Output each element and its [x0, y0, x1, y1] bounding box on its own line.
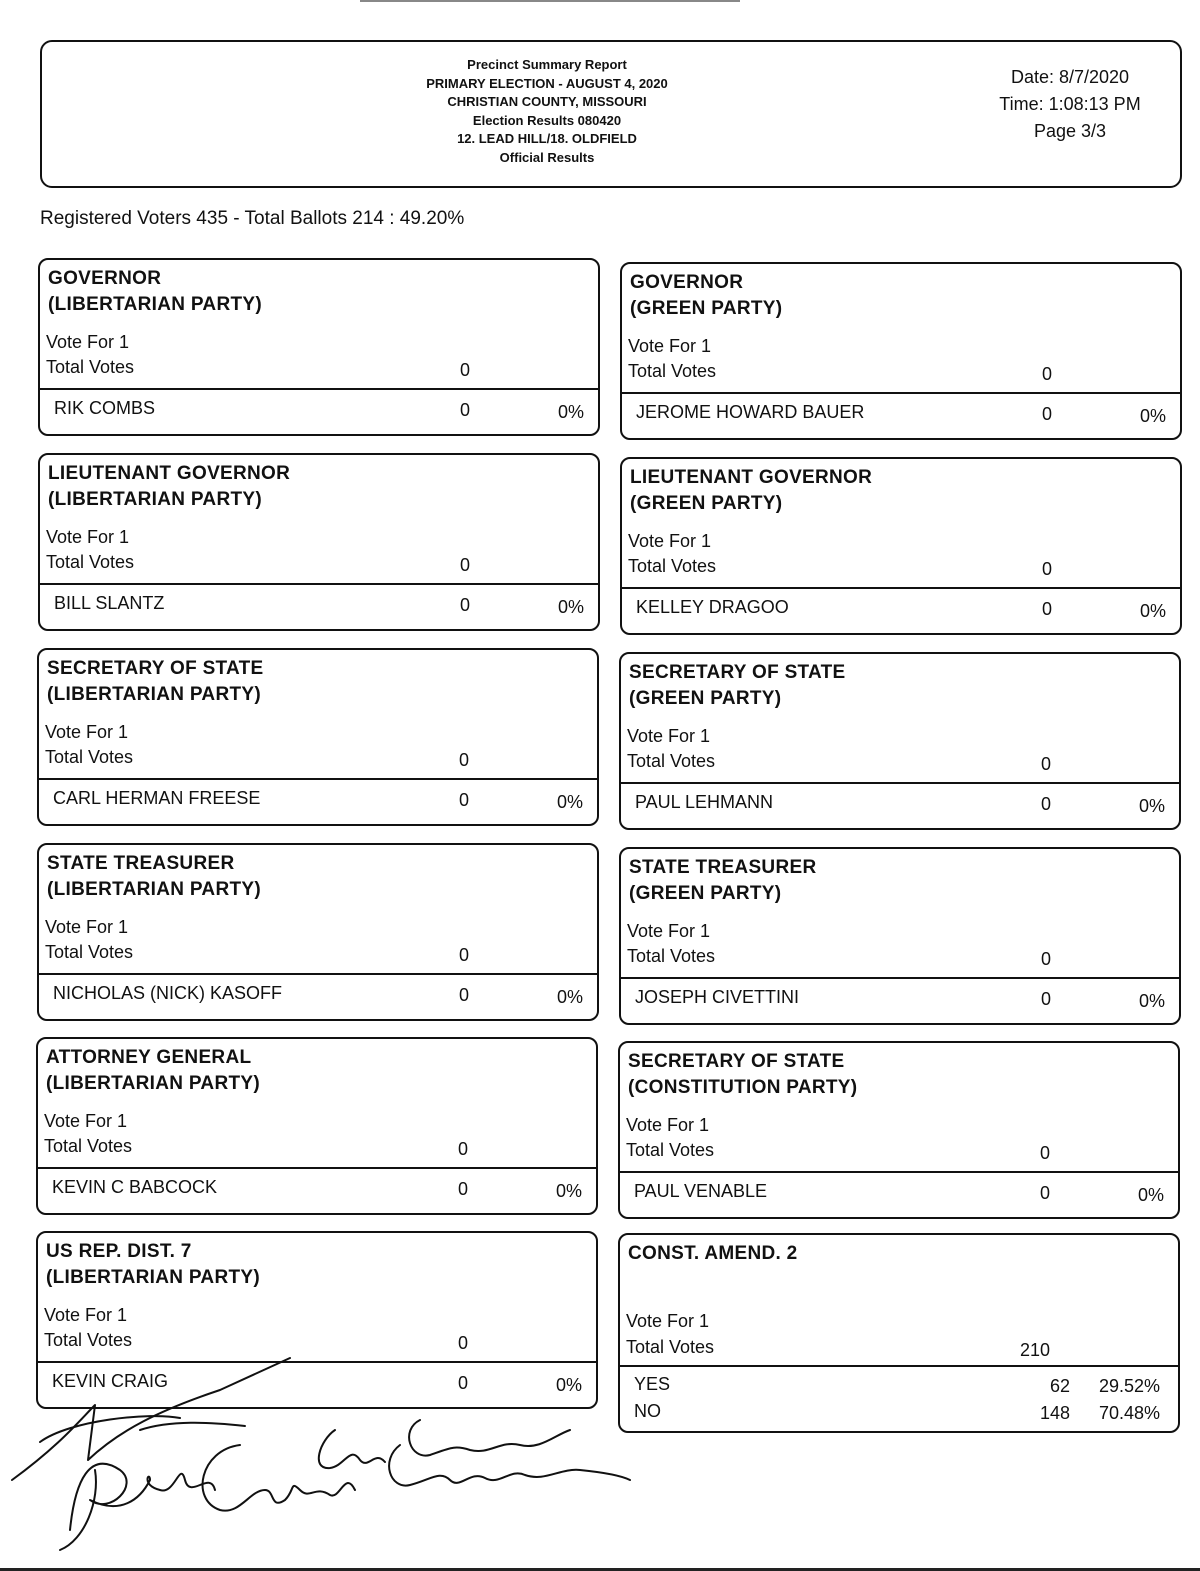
- candidate-percent: 0%: [557, 597, 584, 617]
- candidate-votes: 0: [1039, 1183, 1050, 1203]
- candidate-name: KEVIN C BABCOCK: [52, 1177, 218, 1197]
- divider: [622, 587, 1180, 589]
- page-number: Page 3/3: [1033, 121, 1107, 141]
- contest-governor-green: [620, 262, 1182, 440]
- contest-title: GOVERNOR (LIBERTARIAN PARTY): [48, 268, 262, 315]
- vote-for-label: Vote For 1: [44, 1111, 128, 1131]
- vote-for-label: Vote For 1: [45, 722, 129, 742]
- candidate-percent: 0%: [556, 987, 583, 1007]
- contest-secretary-of-state-libertarian: [37, 648, 599, 826]
- total-votes-label: Total Votes: [627, 751, 716, 771]
- contest-state-treasurer-green: [619, 847, 1181, 1025]
- divider: [39, 973, 597, 975]
- total-votes-label: Total Votes: [627, 946, 716, 966]
- candidate-name: PAUL VENABLE: [634, 1181, 768, 1201]
- candidate-votes: 0: [1041, 404, 1052, 424]
- candidate-votes: 0: [1040, 794, 1051, 814]
- candidate-votes: 0: [1040, 989, 1051, 1009]
- contest-title: SECRETARY OF STATE (CONSTITUTION PARTY): [628, 1051, 858, 1098]
- contest-title: SECRETARY OF STATE (GREEN PARTY): [629, 662, 846, 709]
- total-votes-value: 0: [1041, 364, 1052, 384]
- vote-for-label: Vote For 1: [627, 921, 711, 941]
- candidate-name: NICHOLAS (NICK) KASOFF: [53, 983, 283, 1003]
- candidate-votes: 0: [458, 985, 469, 1005]
- county-name: CHRISTIAN COUNTY, MISSOURI: [447, 94, 647, 109]
- candidate-votes: 0: [457, 1179, 468, 1199]
- candidate-name: JOSEPH CIVETTINI: [635, 987, 800, 1007]
- candidate-percent: 0%: [1138, 796, 1165, 816]
- total-votes-value: 0: [1039, 1143, 1050, 1163]
- option-yes-votes: 62: [1049, 1376, 1070, 1396]
- total-votes-label: Total Votes: [628, 556, 717, 576]
- candidate-percent: 0%: [1139, 406, 1166, 426]
- signatures-image: [0, 1350, 700, 1570]
- report-title: Precinct Summary Report: [467, 57, 627, 72]
- contest-title: LIEUTENANT GOVERNOR (LIBERTARIAN PARTY): [48, 463, 291, 510]
- vote-for-label: Vote For 1: [628, 531, 712, 551]
- vote-for-label: Vote For 1: [46, 332, 130, 352]
- total-votes-value: 0: [1041, 559, 1052, 579]
- contest-title: US REP. DIST. 7 (LIBERTARIAN PARTY): [46, 1241, 260, 1288]
- vote-for-label: Vote For 1: [45, 917, 129, 937]
- divider: [38, 1167, 596, 1169]
- option-no-votes: 148: [1039, 1403, 1070, 1423]
- divider: [620, 1171, 1178, 1173]
- candidate-votes: 0: [1041, 599, 1052, 619]
- results-id: Election Results 080420: [472, 112, 622, 128]
- total-votes-value: 0: [1040, 754, 1051, 774]
- total-votes-label: Total Votes: [44, 1330, 133, 1350]
- divider: [621, 977, 1179, 979]
- total-votes-value: 0: [1040, 949, 1051, 969]
- report-time: Time: 1:08:13 PM: [999, 94, 1141, 114]
- candidate-name: KEVIN CRAIG: [52, 1371, 169, 1391]
- total-votes-label: Total Votes: [626, 1337, 715, 1357]
- contest-governor-libertarian: [38, 258, 600, 436]
- total-votes-label: Total Votes: [46, 552, 135, 572]
- total-votes-label: Total Votes: [45, 942, 134, 962]
- candidate-percent: 0%: [1138, 991, 1165, 1011]
- contest-lt-governor-libertarian: [38, 453, 600, 631]
- candidate-name: JEROME HOWARD BAUER: [636, 402, 865, 422]
- contest-title: CONST. AMEND. 2: [628, 1243, 798, 1264]
- total-votes-value: 0: [459, 360, 470, 380]
- candidate-name: PAUL LEHMANN: [635, 792, 774, 812]
- option-no-label: NO: [634, 1401, 661, 1421]
- contest-secretary-of-state-constitution: [618, 1041, 1180, 1219]
- vote-for-label: Vote For 1: [626, 1311, 710, 1331]
- vote-for-label: Vote For 1: [627, 726, 711, 746]
- vote-for-label: Vote For 1: [44, 1305, 128, 1325]
- total-votes-value: 0: [457, 1139, 468, 1159]
- registered-voters-line: Registered Voters 435 - Total Ballots 214 : 49.20%: [40, 208, 465, 229]
- precinct-name: 12. LEAD HILL/18. OLDFIELD: [457, 131, 637, 146]
- total-votes-label: Total Votes: [626, 1140, 715, 1160]
- candidate-votes: 0: [459, 400, 470, 420]
- candidate-votes: 0: [457, 1373, 468, 1393]
- candidate-percent: 0%: [557, 402, 584, 422]
- vote-for-label: Vote For 1: [46, 527, 130, 547]
- report-date: Date: 8/7/2020: [1010, 67, 1130, 87]
- divider: [40, 388, 598, 390]
- total-votes-value: 210: [1019, 1340, 1051, 1360]
- election-name: PRIMARY ELECTION - AUGUST 4, 2020: [426, 75, 668, 91]
- contest-const-amend-2: [618, 1233, 1180, 1433]
- option-no-percent: 70.48%: [1098, 1403, 1160, 1423]
- total-votes-label: Total Votes: [46, 357, 135, 377]
- contest-title: STATE TREASURER (GREEN PARTY): [629, 857, 817, 904]
- candidate-name: KELLEY DRAGOO: [636, 597, 789, 617]
- report-meta: [970, 64, 1170, 145]
- divider: [40, 583, 598, 585]
- divider: [39, 778, 597, 780]
- contest-title: ATTORNEY GENERAL (LIBERTARIAN PARTY): [46, 1047, 260, 1094]
- contest-title: LIEUTENANT GOVERNOR (GREEN PARTY): [630, 467, 873, 514]
- total-votes-label: Total Votes: [45, 747, 134, 767]
- candidate-name: RIK COMBS: [54, 398, 156, 418]
- total-votes-value: 0: [458, 750, 469, 770]
- option-yes-label: YES: [634, 1374, 671, 1394]
- candidate-name: BILL SLANTZ: [54, 593, 165, 613]
- report-header: [40, 40, 1182, 188]
- candidate-percent: 0%: [555, 1181, 582, 1201]
- divider: [620, 1365, 1178, 1367]
- vote-for-label: Vote For 1: [626, 1115, 710, 1135]
- contest-lt-governor-green: [620, 457, 1182, 635]
- results-status: Official Results: [499, 149, 595, 165]
- total-votes-value: 0: [458, 945, 469, 965]
- divider: [621, 782, 1179, 784]
- contest-title: STATE TREASURER (LIBERTARIAN PARTY): [47, 853, 261, 900]
- total-votes-value: 0: [459, 555, 470, 575]
- candidate-votes: 0: [458, 790, 469, 810]
- contest-state-treasurer-libertarian: [37, 843, 599, 1021]
- candidate-votes: 0: [459, 595, 470, 615]
- contest-attorney-general-libertarian: [36, 1037, 598, 1215]
- divider: [622, 392, 1180, 394]
- candidate-percent: 0%: [555, 1375, 582, 1395]
- candidate-percent: 0%: [1139, 601, 1166, 621]
- contest-title: SECRETARY OF STATE (LIBERTARIAN PARTY): [47, 658, 264, 705]
- page-edge-top: [360, 0, 740, 2]
- total-votes-value: 0: [457, 1333, 468, 1353]
- total-votes-label: Total Votes: [628, 361, 717, 381]
- option-yes-percent: 29.52%: [1098, 1376, 1160, 1396]
- contest-secretary-of-state-green: [619, 652, 1181, 830]
- contest-title: GOVERNOR (GREEN PARTY): [630, 272, 783, 319]
- report-title-block: [372, 56, 722, 167]
- candidate-name: CARL HERMAN FREESE: [53, 788, 261, 808]
- vote-for-label: Vote For 1: [628, 336, 712, 356]
- total-votes-label: Total Votes: [44, 1136, 133, 1156]
- candidate-percent: 0%: [1137, 1185, 1164, 1205]
- candidate-percent: 0%: [556, 792, 583, 812]
